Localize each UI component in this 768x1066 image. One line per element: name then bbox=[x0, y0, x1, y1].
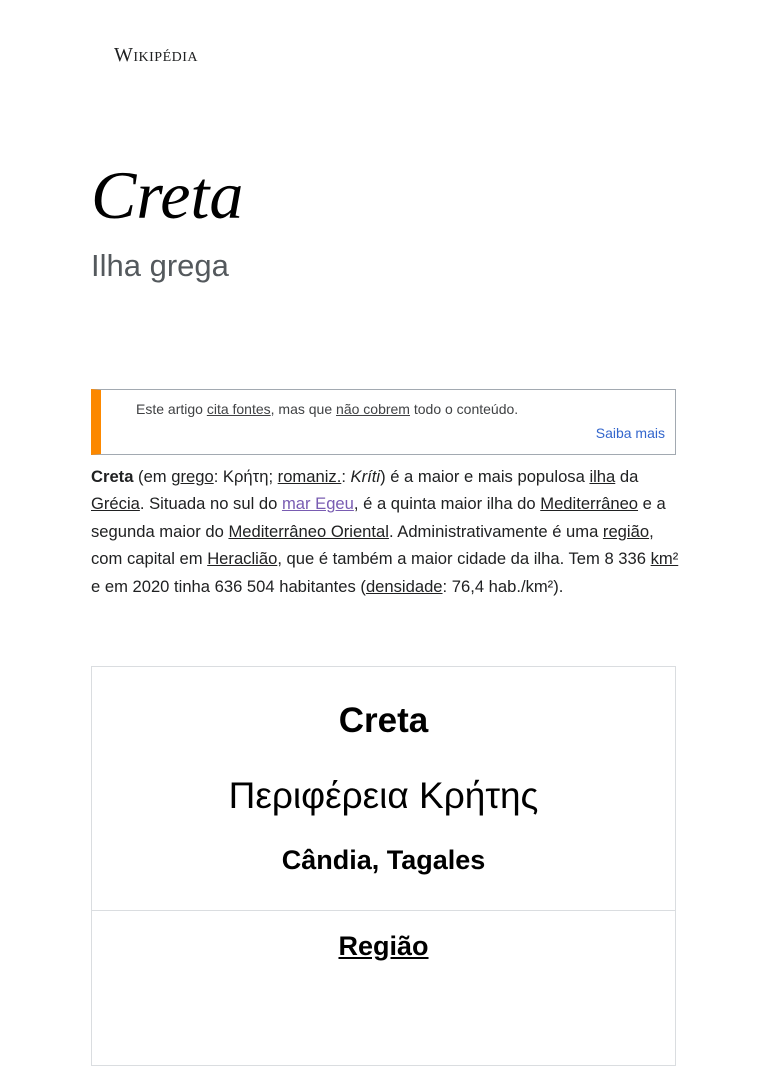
text: , é a quinta maior ilha do bbox=[353, 494, 541, 514]
link-mediterraneo[interactable]: Mediterrâneo bbox=[540, 494, 639, 514]
infobox-name: Creta bbox=[338, 701, 429, 740]
notice-text bbox=[136, 401, 518, 417]
text: . Administrativamente é uma bbox=[388, 521, 603, 541]
text: e em 2020 tinha 636 504 habitantes ( bbox=[91, 576, 366, 596]
intro-paragraph bbox=[91, 463, 681, 600]
infobox bbox=[91, 666, 676, 1066]
link-km2[interactable]: km² bbox=[650, 549, 679, 569]
infobox-section-regiao[interactable]: Região bbox=[338, 931, 429, 961]
text: (em bbox=[133, 467, 172, 486]
link-nao-cobrem[interactable]: não cobrem bbox=[336, 401, 410, 417]
romanized-name: Kríti bbox=[350, 467, 381, 486]
text: . Situada no sul do bbox=[139, 494, 282, 514]
link-ilha[interactable]: ilha bbox=[589, 467, 616, 486]
saiba-mais-link[interactable]: Saiba mais bbox=[595, 425, 665, 441]
notice-text-part: , mas que bbox=[270, 401, 337, 417]
link-densidade[interactable]: densidade bbox=[365, 576, 443, 596]
citation-notice bbox=[91, 389, 676, 455]
page-description: Ilha grega bbox=[91, 248, 229, 283]
text: da bbox=[615, 467, 639, 486]
infobox-divider bbox=[92, 910, 675, 911]
link-cita-fontes[interactable]: cita fontes bbox=[206, 401, 271, 417]
text: , com capital em bbox=[91, 521, 654, 569]
text: e a segunda maior do bbox=[91, 494, 666, 541]
wikipedia-logo[interactable]: Wikipédia bbox=[114, 44, 199, 66]
infobox-alt-names: Cândia, Tagales bbox=[281, 845, 486, 875]
link-grego[interactable]: grego bbox=[171, 467, 214, 486]
link-mar-egeu[interactable]: mar Egeu bbox=[281, 494, 354, 514]
article-subject: Creta bbox=[91, 467, 134, 486]
text: : Κρήτη; bbox=[213, 467, 278, 486]
text: , que é também a maior cidade da ilha. Tem 8 336 bbox=[277, 549, 651, 569]
notice-text-part: Este artigo bbox=[136, 401, 207, 417]
link-romaniz[interactable]: romaniz. bbox=[277, 467, 342, 486]
infobox-native-name: Περιφέρεια Κρήτης bbox=[228, 775, 539, 816]
link-heraclio[interactable]: Heraclião bbox=[207, 549, 278, 569]
text: : 76,4 hab./km²). bbox=[442, 576, 564, 596]
link-grecia[interactable]: Grécia bbox=[91, 494, 140, 514]
link-mediterraneo-oriental[interactable]: Mediterrâneo Oriental bbox=[228, 521, 389, 541]
link-regiao[interactable]: região bbox=[602, 521, 650, 541]
page-title: Creta bbox=[91, 157, 244, 233]
notice-text-part: todo o conteúdo. bbox=[409, 401, 519, 417]
text: ) é a maior e mais populosa bbox=[380, 467, 590, 486]
text: : bbox=[341, 467, 351, 486]
